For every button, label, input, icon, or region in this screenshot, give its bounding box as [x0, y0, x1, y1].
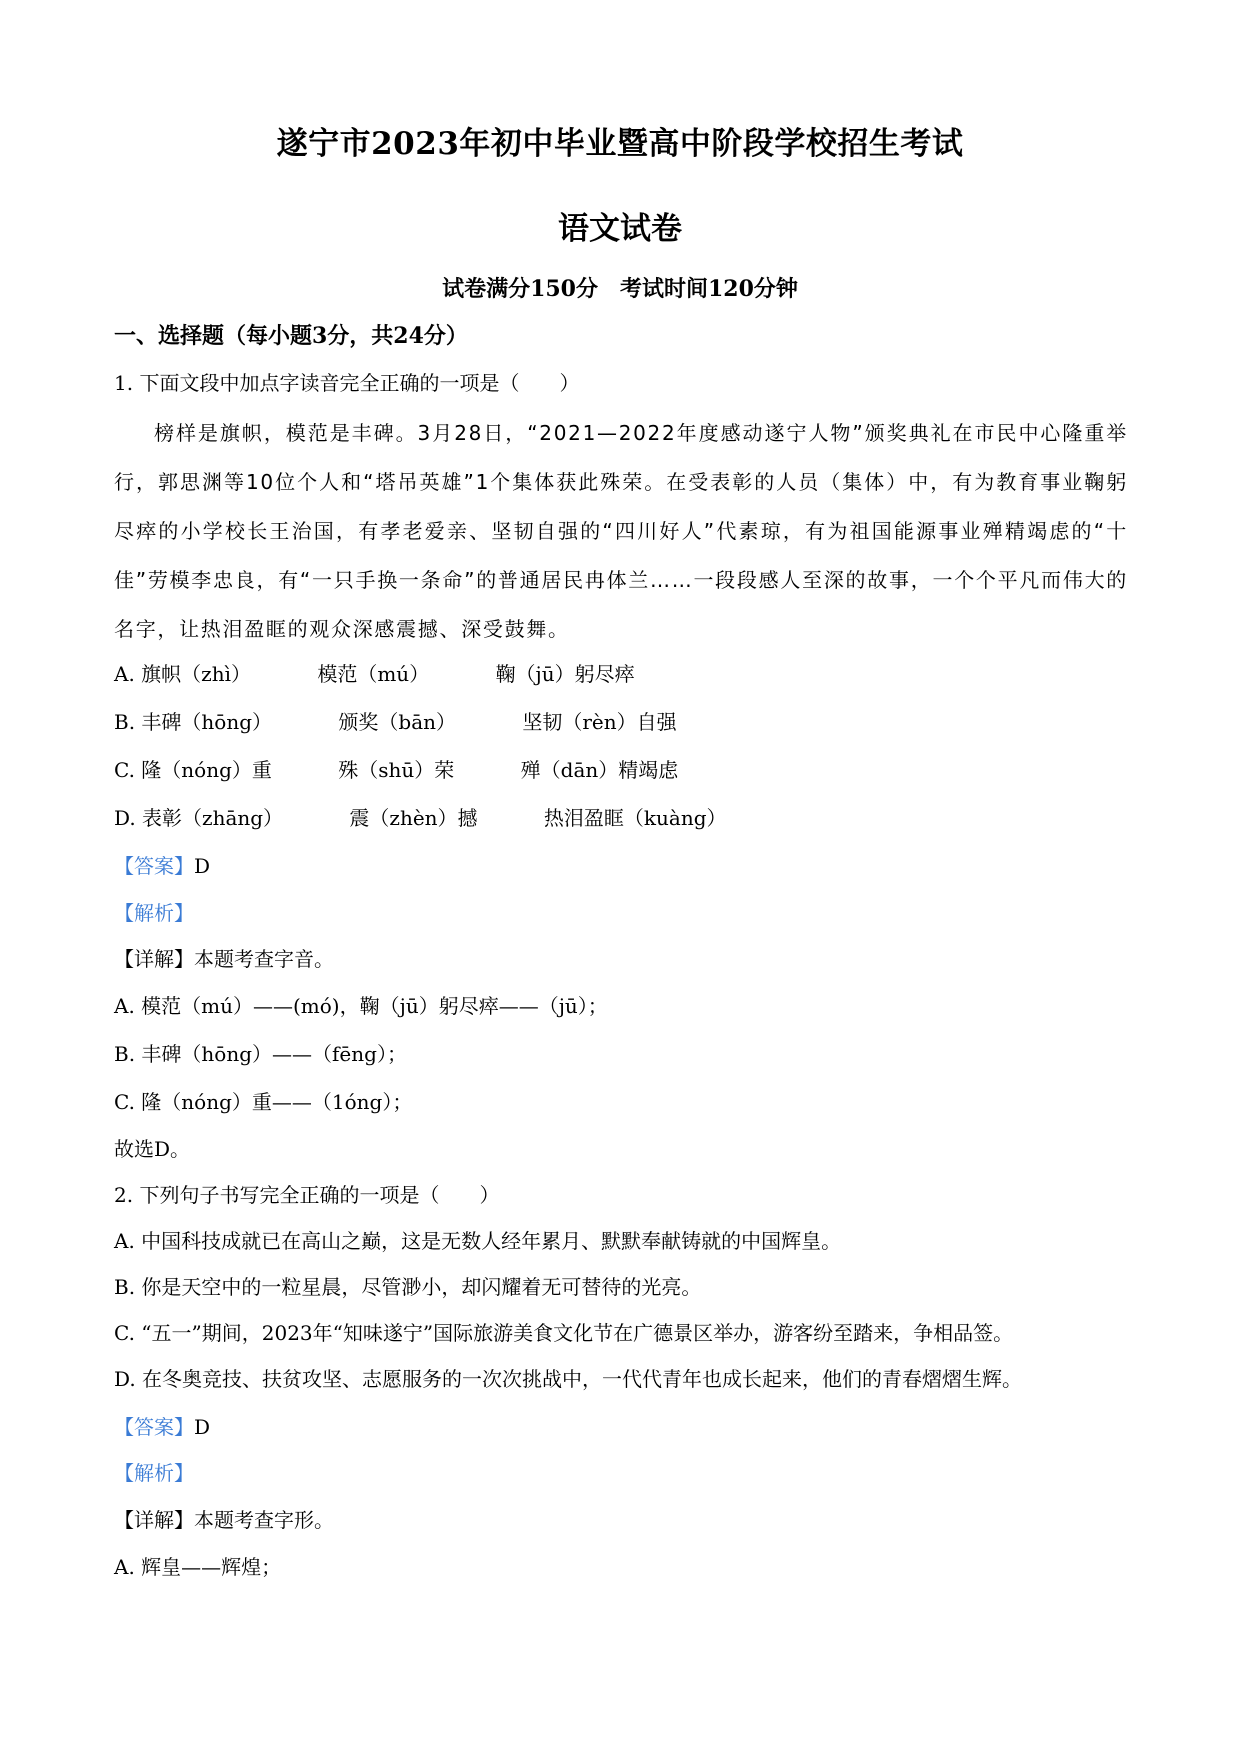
q1-option-d	[114, 805, 727, 831]
q2-explanation-a: A. 辉皇——辉煌；	[114, 1555, 282, 1579]
q1-answer-value: D	[194, 854, 211, 878]
q1-option-d-part2: 震（zhèn）撼	[349, 806, 478, 830]
q1-option-c-part1: C. 隆（nóng）重	[114, 758, 272, 782]
q2-option-a: A. 中国科技成就已在高山之巅，这是无数人经年累月、默默奉献铸就的中国辉皇。	[114, 1229, 842, 1253]
q2-answer	[114, 1414, 210, 1440]
exam-subtitle: 语文试卷	[558, 211, 682, 247]
q1-option-a-part3: 鞠（jū）躬尽瘁	[495, 662, 635, 686]
q1-option-b	[114, 709, 677, 735]
q1-stem: 1. 下面文段中加点字读音完全正确的一项是（ ）	[114, 371, 580, 395]
q2-option-b: B. 你是天空中的一粒星晨，尽管渺小，却闪耀着无可替待的光亮。	[114, 1275, 702, 1299]
q1-conclusion: 故选D。	[114, 1137, 191, 1161]
q1-option-c-part3: 殚（dān）精竭虑	[520, 758, 679, 782]
q1-answer-tag: 【答案】	[114, 854, 194, 878]
q2-answer-value: D	[194, 1415, 211, 1439]
q1-option-b-part3: 坚韧（rèn）自强	[522, 710, 677, 734]
q2-detail: 【详解】本题考查字形。	[114, 1508, 334, 1532]
q2-analysis-tag: 【解析】	[114, 1461, 194, 1485]
q1-option-d-part1: D. 表彰（zhāng）	[114, 806, 284, 830]
q2-stem: 2. 下列句子书写完全正确的一项是（ ）	[114, 1183, 500, 1207]
q1-detail: 【详解】本题考查字音。	[114, 947, 334, 971]
q1-analysis-tag: 【解析】	[114, 901, 194, 925]
q1-option-a-part1: A. 旗帜（zhì）	[114, 662, 251, 686]
exam-title: 遂宁市2023年初中毕业暨高中阶段学校招生考试	[276, 126, 964, 162]
q1-option-a	[114, 661, 635, 687]
section-heading: 一、选择题（每小题3分，共24分）	[114, 323, 468, 349]
q1-option-b-part1: B. 丰碑（hōng）	[114, 710, 273, 734]
q1-option-b-part2: 颁奖（bān）	[338, 710, 456, 734]
q1-option-c-part2: 殊（shū）荣	[338, 758, 455, 782]
q2-option-c: C. “五一”期间，2023年“知味遂宁”国际旅游美食文化节在广德景区举办，游客纷至踏来，争相品签。	[114, 1321, 1014, 1345]
q1-explanation-a: A. 模范（mú）——(mó)，鞠（jū）躬尽瘁——（jū）；	[114, 994, 608, 1018]
q1-passage: 榜样是旗帜，模范是丰碑。3月28日，“2021—2022年度感动遂宁人物”颁奖典礼在市民中心隆重举行，郭思渊等10位个人和“塔吊英雄”1个集体获此殊荣。在受表彰的人员（集体）中，有为教育事业鞠躬尽瘁的小学校长王治国，有孝老爱亲、坚韧自强的“四川好人”代素琼，有为祖国能源事业殚精竭虑的“十佳”劳模李忠良，有“一只手换一条命”的普通居民冉体兰……一段段感人至深的故事，一个个平凡而伟大的名字，让热泪盈眶的观众深感震撼、深受鼓舞。	[114, 421, 1128, 641]
q1-option-d-part3: 热泪盈眶（kuàng）	[543, 806, 727, 830]
q2-option-d: D. 在冬奥竞技、扶贫攻坚、志愿服务的一次次挑战中，一代代青年也成长起来，他们的青春熠熠生辉。	[114, 1367, 1023, 1391]
exam-info: 试卷满分150分 考试时间120分钟	[442, 276, 798, 302]
q1-explanation-b: B. 丰碑（hōng）——（fēng）；	[114, 1042, 407, 1066]
q2-answer-tag: 【答案】	[114, 1415, 194, 1439]
q1-answer	[114, 853, 210, 879]
q1-option-a-part2: 模范（mú）	[317, 662, 430, 686]
q1-option-c	[114, 757, 678, 783]
q1-explanation-c: C. 隆（nóng）重——（1óng）；	[114, 1090, 413, 1114]
